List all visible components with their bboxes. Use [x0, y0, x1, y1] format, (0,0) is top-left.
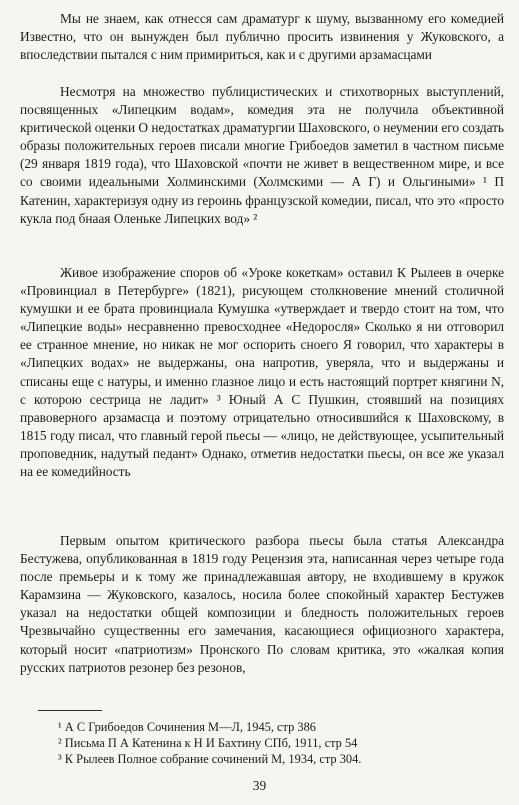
paragraph-2: Несмотря на множество публицистических и стихотворных выступлений, посвященных «Липецким водам», комедия эта не получила объективной критической оценки О недостатках драматургии Шаховского, о неумении его создать образы положительных героев писали многие Грибоедов заметил в частном письме (29 января 1819 года), что Шаховской «почти не живет в вещественном мире, и все со своими идеальными Холминскими (Холмскими — А Г) и Ольгиными» ¹ П Катенин, характеризуя одну из героинь французской комедии, писал, что это «просто кукла под бнаая Оленьке Липецких вод» ²	[20, 84, 504, 226]
footnote-separator	[38, 710, 102, 711]
paragraph-1: Мы не знаем, как отнесся сам драматург к шуму, вызванному его комедией Известно, что он вынужден был публично просить извинения у Жуковского, а впоследствии пытался с ним примириться, как и с другими арзамасцами	[20, 11, 504, 63]
paragraph-3: Живое изображение споров об «Уроке кокеткам» оставил К Рылеев в очерке «Провинциал в Петербурге» (1821), рисующем столкновение мнений столичной кумушки и ее брата провинциала Кумушка «утверждает и твердо стоит на том, что «Липецкие воды» несравненно превосходнее «Недоросля» Сколько я ни отговорил ее странное мнение, но никак не мог оспорить сноего Я говорил, что характеры в «Липецких водах» не выдержаны, она напротив, уверяла, что и выдержаны и списаны еще с натуры, и именно глазное лицо и есть настоящий портрет княгини N, с которою сестрица не ладит» ³ Юный А С Пушкин, стоявший на позициях правоверного арзамасца и поэтому отрицательно относившийся к Шаховскому, в 1815 году писал, что главный герой пьесы — «лицо, не действующее, усыпительный проповедник, надутый педант» Однако, отметив недостатки пьесы, он все же указал на ее комедийность	[20, 265, 504, 480]
footnote-2: ² Письма П А Катенина к Н И Бахтину СПб, 1911, стр 54	[58, 736, 358, 750]
footnote-3: ³ К Рылеев Полное собрание сочинений М, 1934, стр 304.	[58, 752, 362, 766]
page-number: 39	[252, 778, 267, 793]
footnote-1: ¹ А С Грибоедов Сочинения М—Л, 1945, стр 386	[58, 720, 316, 734]
paragraph-4: Первым опытом критического разбора пьесы была статья Александра Бестужева, опубликованная в 1819 году Рецензия эта, написанная через четыре года после премьеры и к тому же принадлежавшая автору, не входившему в кружок Карамзина — Жуковского, казалось, носила более спокойный характер Бестужев указал на недостатки общей композиции и бледность положительных героев Чрезвычайно существенны его замечания, касающиеся официозного характера, который носит «патриотизм» Пронского По словам критика, это «жалкая копия русских патриотов резонер без резонов,	[20, 533, 504, 675]
